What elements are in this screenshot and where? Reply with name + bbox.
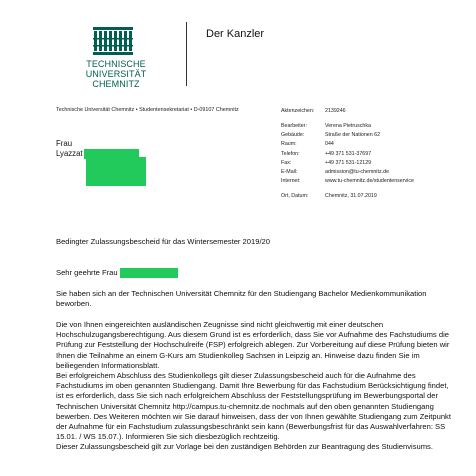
contact-value: Verena Pietruschka xyxy=(325,123,371,130)
redaction-bar xyxy=(120,268,178,278)
contact-value: +49 371 531-37697 xyxy=(325,150,372,157)
contact-value: 044 xyxy=(325,141,334,148)
aktenzeichen-value: 2139246 xyxy=(325,108,346,114)
contact-row xyxy=(281,177,414,186)
sender-address-line: Technische Universität Chemnitz • Studentensekretariat • D-09107 Chemnitz xyxy=(56,107,239,113)
contact-row xyxy=(281,168,414,177)
contact-value: Straße der Nationen 62 xyxy=(325,132,381,139)
contact-label: Fax: xyxy=(281,159,292,166)
recipient-salutation: Frau xyxy=(56,139,73,148)
office-title: Der Kanzler xyxy=(206,28,265,40)
contact-label: Raum: xyxy=(281,141,297,148)
contact-row xyxy=(281,131,414,140)
contact-value: www.tu-chemnitz.de/studentenservice xyxy=(325,178,414,185)
greeting-text: Sehr geehrte Frau xyxy=(56,268,118,277)
contact-label: Internet: xyxy=(281,178,301,185)
recipient-address xyxy=(56,139,139,159)
aktenzeichen-row xyxy=(281,107,414,116)
body-paragraph: Sie haben sich an der Technischen Universität Chemnitz für den Studiengang Bachelor Medienkommunikation beworben. xyxy=(56,289,427,309)
contact-value: admission@tu-chemnitz.de xyxy=(325,168,389,175)
contact-row xyxy=(281,140,414,149)
letter-greeting xyxy=(56,268,178,278)
redaction-block xyxy=(86,157,146,186)
letter-subject: Bedingter Zulassungsbescheid für das Wintersemester 2019/20 xyxy=(56,237,271,246)
logo-line-2: CHEMNITZ xyxy=(92,79,140,89)
contact-info-table xyxy=(281,107,414,201)
contact-row xyxy=(281,159,414,168)
date-row xyxy=(281,192,414,201)
university-logo-text xyxy=(56,59,176,89)
body-paragraph-segment: Die von Ihnen eingereichten ausländischen Zeugnisse sind nicht gleichwertig mit einer deutschen Hochschulzugangsberechtigung. Aus diesem Grund ist es erforderlich, dass Sie vor Aufnahme des Fachstudiums die Prüfung zur Feststellung der Hochschulreife (FSP) erfolgreich ablegen. Zur Vorbereitung auf diese Prüfung bieten wir Ihnen die Teilnahme an einem G-Kurs am Studienkolleg Sachsen in Leipzig an. Hinweise dazu finden Sie im beiliegenden Informationsblatt. xyxy=(56,320,450,370)
contact-label: Bearbeiter: xyxy=(281,123,307,130)
recipient-first-name: Lyazzat xyxy=(56,149,83,158)
contact-label: Gebäude: xyxy=(281,132,305,139)
contact-label: E-Mail: xyxy=(281,168,298,175)
logo-line-1: TECHNISCHE UNIVERSITÄT xyxy=(85,59,147,79)
contact-row xyxy=(281,122,414,131)
body-paragraph-segment: Dieser Zulassungsbescheid gilt zur Vorlage bei den zuständigen Behörden zur Beantragung des Studienvisums. xyxy=(56,442,433,452)
university-logo-icon xyxy=(93,27,133,57)
contact-value: +49 371 531-12129 xyxy=(325,159,372,166)
aktenzeichen-label: Aktenzeichen: xyxy=(281,108,315,114)
date-value: Chemnitz, 31.07.2019 xyxy=(325,193,377,200)
contact-label: Telefon: xyxy=(281,150,300,157)
contact-row xyxy=(281,150,414,159)
body-paragraph xyxy=(56,320,456,453)
date-label: Ort, Datum: xyxy=(281,193,309,200)
body-paragraph-segment: Bei erfolgreichem Abschluss des Studienkollegs gilt dieser Zulassungsbescheid auch für die Aufnahme des Fachstudiums im oben genannten Studiengang. Damit Ihre Bewerbung für das Fachstudium Berücksichtigung findet, ist es erforderlich, dass Sie sich nach erfolgreichem Abschluss der Feststellungsprüfung im Bewerbungsportal der Technischen Universität Chemnitz http://campus.tu-chemnitz.de nochmals auf den oben genannten Studiengang bewerben. Des Weiteren möchten wir Sie darauf hinweisen, dass der von Ihnen gewählte Studiengang zum Zeitpunkt der Aufnahme für ein Fachstudium zulassungsbeschränkt sein kann (Bewerbungsfrist für das Auswahlverfahren: SS 15.01. / WS 15.07.). Informieren Sie sich diesbezüglich rechtzeitig. xyxy=(56,371,451,442)
header-divider xyxy=(186,22,187,86)
